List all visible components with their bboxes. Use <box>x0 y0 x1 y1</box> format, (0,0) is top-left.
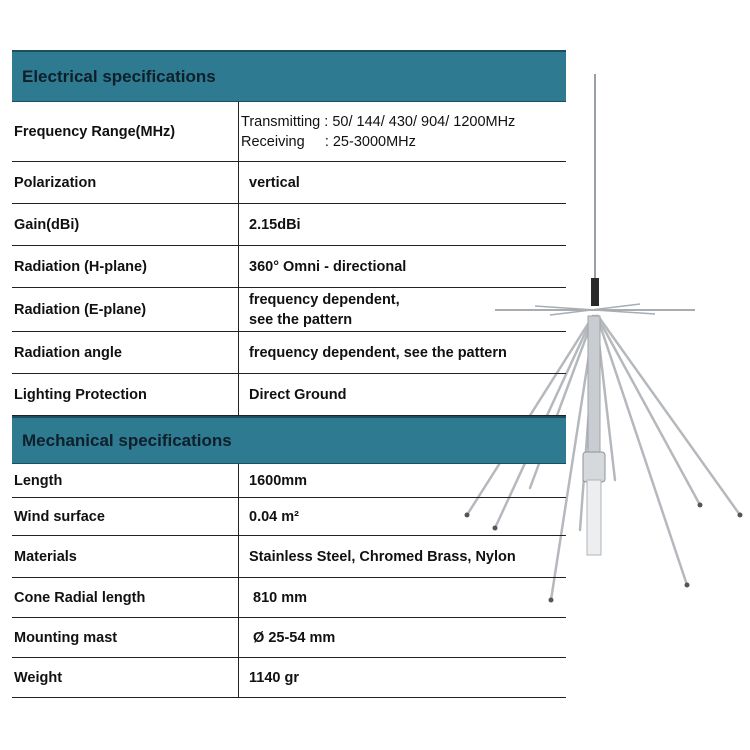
row-value <box>239 658 566 697</box>
table-row <box>12 536 566 578</box>
row-label: Wind surface <box>12 498 239 535</box>
value-line: Ø 25-54 mm <box>249 629 336 646</box>
value-line: Stainless Steel, Chromed Brass, Nylon <box>249 548 516 565</box>
row-value <box>239 618 566 657</box>
value-line: 1600mm <box>249 472 308 489</box>
row-label: Cone Radial length <box>12 578 239 617</box>
row-label: Frequency Range(MHz) <box>12 102 239 161</box>
value-line: frequency dependent, see the pattern <box>249 344 507 361</box>
row-label: Lighting Protection <box>12 374 239 415</box>
row-value <box>239 246 566 287</box>
row-label: Polarization <box>12 162 239 203</box>
row-value <box>239 498 566 535</box>
table-row <box>12 578 566 618</box>
row-label: Radiation angle <box>12 332 239 373</box>
row-value <box>239 102 566 161</box>
table-row <box>12 374 566 416</box>
value-line: 2.15dBi <box>249 216 301 233</box>
row-value <box>239 288 566 331</box>
value-line: 810 mm <box>249 589 308 606</box>
row-label: Weight <box>12 658 239 697</box>
table-row <box>12 332 566 374</box>
row-label: Radiation (E-plane) <box>12 288 239 331</box>
table-row <box>12 204 566 246</box>
row-value <box>239 162 566 203</box>
row-value <box>239 536 566 577</box>
value-line: vertical <box>249 174 300 191</box>
table-row <box>12 618 566 658</box>
table-row <box>12 498 566 536</box>
value-line: 360° Omni - directional <box>249 258 407 275</box>
value-line: Direct Ground <box>249 386 347 403</box>
value-line: frequency dependent, <box>249 291 400 308</box>
row-label: Gain(dBi) <box>12 204 239 245</box>
row-value <box>239 332 566 373</box>
value-line: see the pattern <box>249 311 353 328</box>
row-label: Radiation (H-plane) <box>12 246 239 287</box>
value-line: Transmitting : 50/ 144/ 430/ 904/ 1200MHz <box>241 113 516 130</box>
row-value <box>239 578 566 617</box>
row-label: Materials <box>12 536 239 577</box>
table-row <box>12 246 566 288</box>
table-row <box>12 288 566 332</box>
row-label: Mounting mast <box>12 618 239 657</box>
electrical-section-header <box>12 50 566 102</box>
row-value <box>239 204 566 245</box>
table-row <box>12 102 566 162</box>
table-row <box>12 162 566 204</box>
row-value <box>239 374 566 415</box>
mechanical-section-title: Mechanical specifications <box>22 430 232 450</box>
row-label: Length <box>12 464 239 497</box>
value-line: Receiving : 25-3000MHz <box>241 133 416 150</box>
spec-table <box>12 50 566 698</box>
value-line: 0.04 m² <box>249 508 299 525</box>
table-row <box>12 658 566 698</box>
table-row <box>12 464 566 498</box>
electrical-section-title: Electrical specifications <box>22 66 216 86</box>
row-value <box>239 464 566 497</box>
mechanical-section-header <box>12 416 566 464</box>
value-line: 1140 gr <box>249 669 299 686</box>
